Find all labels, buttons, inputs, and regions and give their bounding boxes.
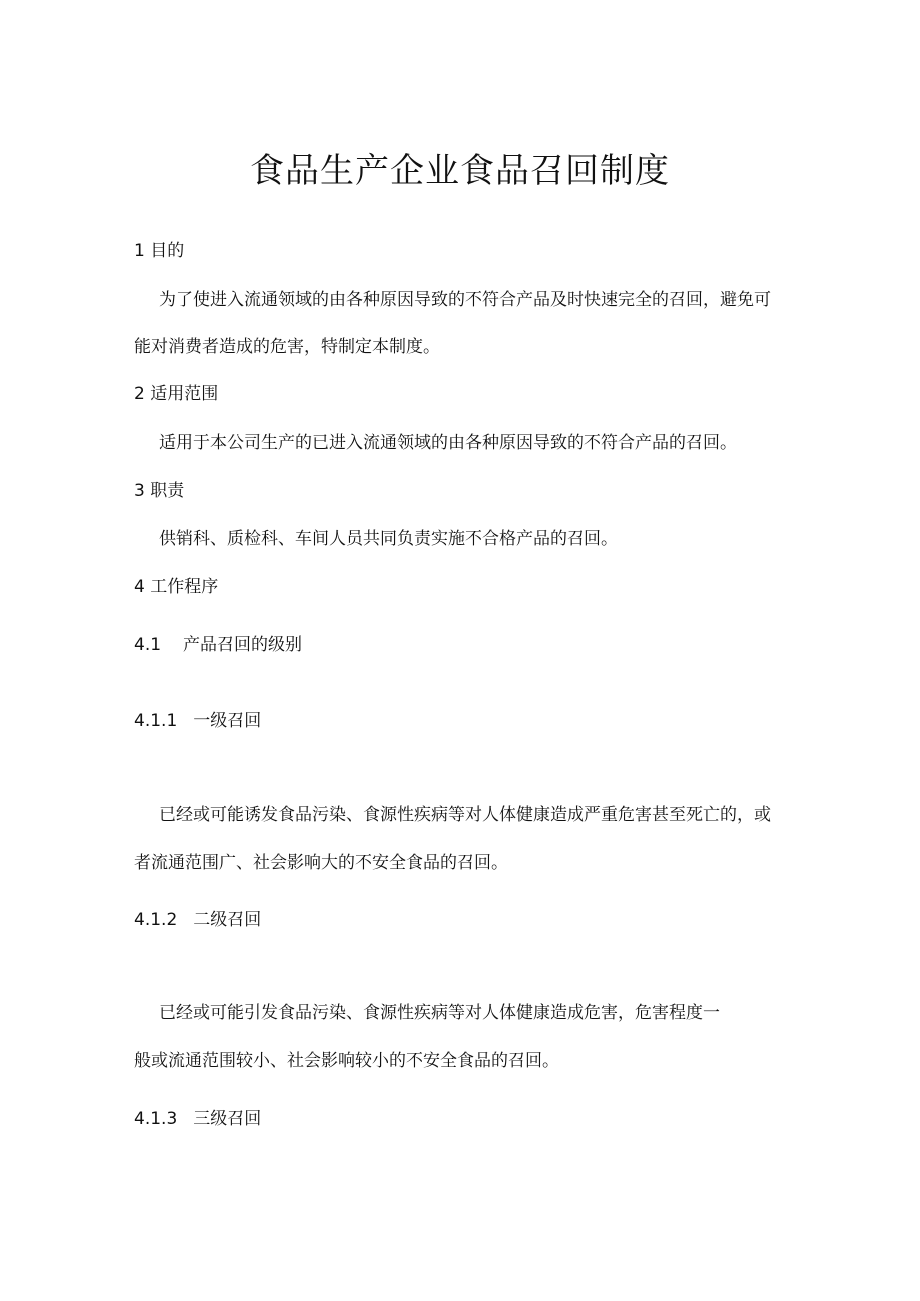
section-4-1-heading	[134, 632, 302, 658]
section-4-1-1-number: 4.1.1	[134, 711, 178, 731]
section-4-1-1-text: 一级召回	[193, 711, 262, 731]
section-4-1-1-paragraph-line-1: 已经或可能诱发食品污染、食源性疾病等对人体健康造成严重危害甚至死亡的，或	[159, 805, 771, 825]
section-4-1-2-paragraph-line-2: 般或流通范围较小、社会影响较小的不安全食品的召回。	[134, 1051, 559, 1071]
section-4-heading: 4 工作程序	[134, 577, 219, 597]
section-2-heading: 2 适用范围	[134, 384, 219, 404]
section-4-1-2-paragraph-line-1: 已经或可能引发食品污染、食源性疾病等对人体健康造成危害，危害程度一	[159, 1003, 720, 1023]
section-2-paragraph: 适用于本公司生产的已进入流通领域的由各种原因导致的不符合产品的召回。	[159, 433, 737, 453]
section-4-1-3-heading	[134, 1106, 261, 1132]
section-1-paragraph-line-1: 为了使进入流通领域的由各种原因导致的不符合产品及时快速完全的召回，避免可	[159, 290, 771, 310]
section-4-1-2-heading	[134, 907, 261, 933]
section-1-heading: 1 目的	[134, 241, 185, 261]
section-4-1-1-heading	[134, 708, 261, 734]
section-4-1-text: 产品召回的级别	[183, 635, 303, 655]
section-3-paragraph: 供销科、质检科、车间人员共同负责实施不合格产品的召回。	[159, 529, 618, 549]
section-4-1-number: 4.1	[134, 635, 162, 655]
section-4-1-2-number: 4.1.2	[134, 910, 178, 930]
section-1-paragraph-line-2: 能对消费者造成的危害，特制定本制度。	[134, 337, 440, 357]
section-4-1-2-text: 二级召回	[193, 910, 262, 930]
section-4-1-3-text: 三级召回	[193, 1109, 262, 1129]
document-title: 食品生产企业食品召回制度	[250, 151, 670, 191]
section-4-1-3-number: 4.1.3	[134, 1109, 178, 1129]
section-4-1-1-paragraph-line-2: 者流通范围广、社会影响大的不安全食品的召回。	[134, 853, 508, 873]
section-3-heading: 3 职责	[134, 481, 185, 501]
